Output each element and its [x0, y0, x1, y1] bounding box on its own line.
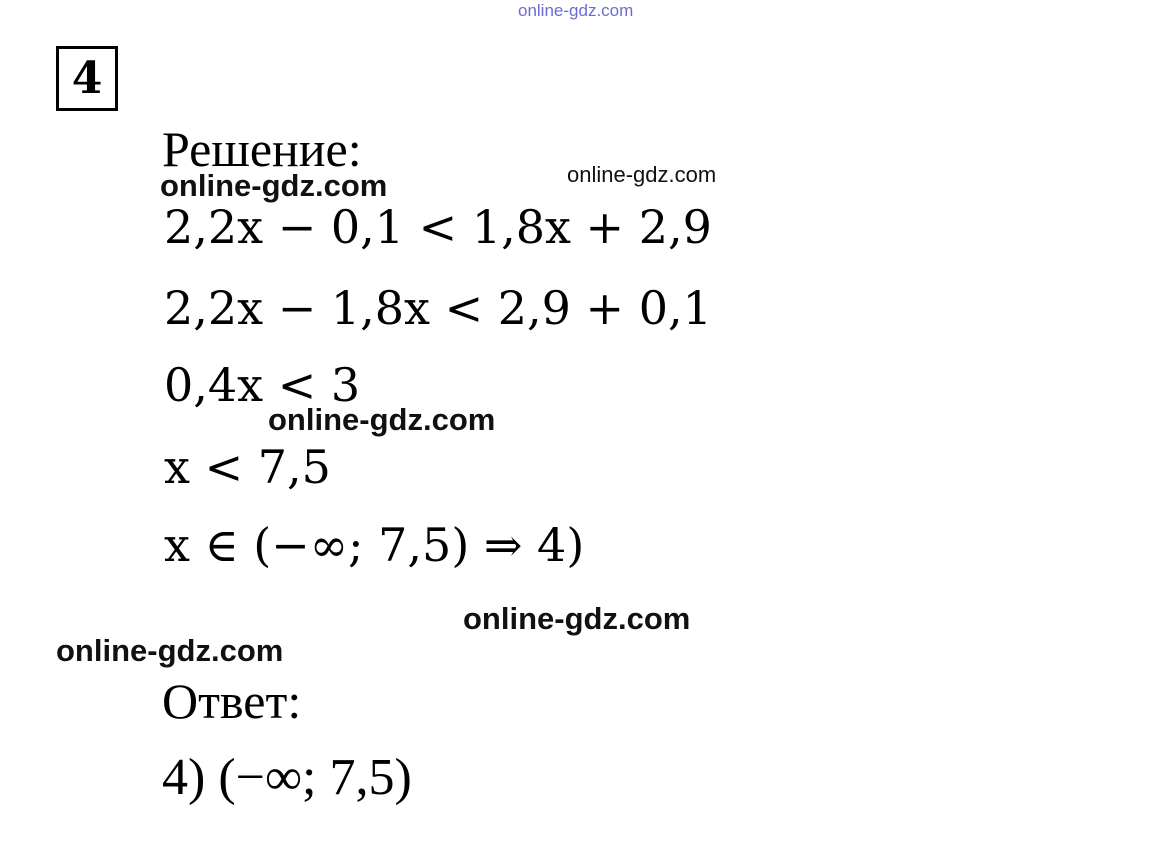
solution-line-1: 2,2x − 0,1 < 1,8x + 2,9	[164, 200, 712, 254]
solution-heading: Решение:	[162, 121, 362, 177]
solution-line-5: x ∈ (−∞; 7,5) ⇒ 4)	[164, 518, 585, 572]
task-number-box	[56, 46, 118, 111]
watermark-top: online-gdz.com	[518, 1, 634, 20]
watermark: online-gdz.com	[56, 633, 284, 668]
task-number: 4	[71, 52, 103, 104]
answer-heading: Ответ:	[162, 673, 302, 729]
solution-line-2: 2,2x − 1,8x < 2,9 + 0,1	[164, 281, 712, 335]
watermark: online-gdz.com	[268, 402, 496, 437]
solution-line-4: x < 7,5	[164, 440, 331, 494]
solution-line-3: 0,4x < 3	[164, 358, 361, 412]
watermark: online-gdz.com	[160, 168, 388, 203]
watermark: online-gdz.com	[567, 162, 717, 187]
answer-value: 4) (−∞; 7,5)	[162, 749, 412, 806]
watermark: online-gdz.com	[463, 601, 691, 636]
